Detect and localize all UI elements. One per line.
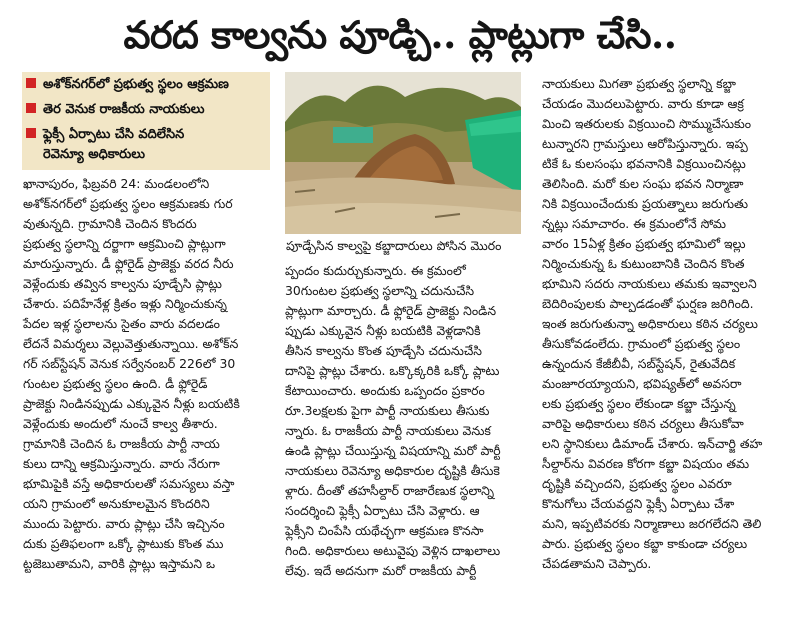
highlight-line [26,100,204,120]
highlight-text: ఫ్లెక్సీ ఏర్పాటు చేసి వదిలేసిన [43,127,185,142]
article-line: మని, ఇప్పటివరకు నిర్మాణాలు జరగలేదని తెలి [542,516,762,531]
article-line: తెలిసింది. మరో కుల సంఘ భవన నిర్మాణా [542,176,744,191]
article-column-1 [23,174,240,574]
article-line: వారం 15ఏళ్ల క్రితం ప్రభుత్వ భూమిలో ఇల్లు [542,236,746,251]
article-line: ఫ్లెక్సీని చింపేసి యథేచ్ఛగా ఆక్రమణ కొనసా [285,523,484,538]
article-line: గింది. అధికారులు అటువైపు వెళ్లిన దాఖలాలు [285,543,501,558]
article-line: నిర్మించుకున్న ఓ కుటుంబానికి చెందిన కొంత [542,256,745,271]
article-line: టికే ఓ కులసంఘ భవనానికి విక్రయించినట్లు [542,156,746,171]
article-line: ళ్లారు. దీంతో తహసీల్దార్ రాజారేణుక స్థలాన్ని [285,483,495,498]
article-line: వెళ్లేందుకు అందులో నుంచే కాల్వ తీశారు. [23,416,218,431]
article-line: ప్పుడు ఎక్కువైన నీళ్లు బయటికి వెళ్లడానికి [285,323,481,338]
article-line: నికి విక్రయించేందుకు ప్రయత్నాలు జరుగుతు [542,196,748,211]
article-line: కొనుగోలు చేయవద్దని ఫ్లెక్సీ ఏర్పాటు చేశా [542,496,735,511]
article-line: బెదిరింపులకు పాల్పడడంతో ఘర్షణ జరిగింది. [542,296,754,311]
article-line: అశోక్‌నగర్‌లో ప్రభుత్వ స్థలం ఆక్రమణకు గుర [23,196,233,211]
bullet-square-icon [26,103,36,113]
article-line: చేయడం మొదలుపెట్టారు. వారు కూడా ఆక్ర [542,96,744,111]
article-line: ఉన్నందున కేజీబీవీ, సబ్‌స్టేషన్, రైతువేదిక [542,356,736,371]
article-line: నాయకులు మిగతా ప్రభుత్వ స్థలాన్ని కబ్జా [542,76,736,91]
article-line: వుతున్నది. గ్రామానికి చెందిన కొందరు [23,216,197,231]
article-line: మించి ఇతరులకు విక్రయించి సొమ్ముచేసుకుం [542,116,752,131]
highlight-text: తెర వెనుక రాజకీయ నాయకులు [43,102,205,117]
article-line: లేవు. ఇదే అదనుగా మరో రాజకీయ పార్టీ [285,563,477,578]
article-line: తీసుకోవడంలేదు. గ్రామంలో ప్రభుత్వ స్థలం [542,336,741,351]
article-line: దుకు ప్రతిఫలంగా ఒక్కో ప్లాటుకు కొంత ము [23,536,224,551]
bullet-square-icon [26,128,36,138]
highlight-line [26,125,184,145]
article-line: వెళ్లేందుకు తవ్విన కాల్వను పూడ్చేసి ప్లాట్లు [23,276,222,291]
news-photo [285,72,521,234]
article-line: లకు ప్రభుత్వ స్థలం లేకుండా కబ్జా చేస్తున్న [542,396,736,411]
article-line: ముందు పెట్టారు. వారు ప్లాట్లు చేసి ఇచ్చినం [23,516,225,531]
bullet-square-icon [26,78,36,88]
article-line: చేపడతామని చెప్పారు. [542,556,652,571]
article-line: 30గుంటల ప్రభుత్వ స్థలాన్ని చదునుచేసి [285,283,475,298]
article-line: మారుస్తున్నారు. డీ ఫ్లోరైడ్ ప్రాజెక్టు వరద నీరు [23,256,234,271]
article-line: టున్నారని గ్రామస్తులు ఆరోపిస్తున్నారు. ఇప్ప [542,136,748,151]
article-line: నాయకులు రెవెన్యూ అధికారుల దృష్టికి తీసుకె [285,463,500,478]
article-line: తీసిన కాల్వను కొంత పూడ్చేసి చదునుచేసి [285,343,483,358]
article-line: ఖానాపురం, ఫిబ్రవరి 24: మండలంలోని [23,176,210,191]
article-column-3 [542,74,762,574]
dirt-mound-photo [285,72,521,234]
article-line: చేశారు. పదిహేనేళ్ల క్రితం ఇళ్లు నిర్మించుకున్న [23,296,227,311]
article-line: యని గ్రామంలో అనుకూలమైన కొందరిని [23,496,210,511]
article-line: దానిపై ప్లాట్లు చేశారు. ఒక్కొక్కరికి ఒక్కో ప్లాటు [285,363,500,378]
photo-caption: పూడ్చేసిన కాల్వపై కబ్జాదారులు పోసిన మొరం [286,238,502,253]
article-line: గుంటల ప్రభుత్వ స్థలం ఉంది. డీ ఫ్లోరైడ్ [23,376,208,391]
highlight-line [26,75,229,95]
article-line: ఇంత జరుగుతున్నా అధికారులు కఠిన చర్యలు [542,316,758,331]
article-line: సీల్దార్‌ను వివరణ కోరగా కబ్జా విషయం తమ [542,456,750,471]
article-line: గ్రామానికి చెందిన ఓ రాజకీయ పార్టీ నాయ [23,436,220,451]
article-line: గర్ సబ్‌స్టేషన్ వెనుక సర్వేనంబర్ 226లో 30 [23,356,236,371]
article-line: దృష్టికి వచ్చిందని, ప్రభుత్వ స్థలం ఎవరూ [542,476,732,491]
article-line: ప్పందం కుదుర్చుకున్నారు. ఈ క్రమంలో [285,263,466,278]
highlight-line [43,145,145,165]
article-line: భూమిపైకి వస్తే అధికారులతో సమస్యలు వస్తా [23,476,235,491]
highlight-text: రెవెన్యూ అధికారులు [43,147,146,162]
article-line: ఉండి ప్లాట్లు చేయిస్తున్న విషయాన్ని మరో పార్టీ [285,443,501,458]
article-line: రూ.3లక్షలకు పైగా పార్టీ నాయకులు తీసుకు [285,403,490,418]
article-line: లేదనే విమర్శలు వెల్లువెత్తుతున్నాయి. అశోక్‌న [23,336,239,351]
article-line: ట్టజెబుతామని, వారికి ప్లాట్లు ఇస్తామని ఒ [23,556,216,571]
article-line: లని స్థానికులు డిమాండ్ చేశారు. ఇన్‌చార్జి తహ [542,436,763,451]
highlight-text: అశోక్‌నగర్‌లో ప్రభుత్వ స్థలం ఆక్రమణ [43,77,229,92]
article-line: భూమిని సదరు నాయకులు తమకు ఇవ్వాలని [542,276,757,291]
article-line: మంజూరయ్యాయని, భవిష్యత్‌లో అవసరా [542,376,742,391]
article-line: వారిపై అధికారులు కఠిన చర్యలు తీసుకోవా [542,416,744,431]
article-line: ప్రాజెక్టు నిండినప్పుడు ఎక్కువైన నీళ్లు బయటికి [23,396,240,411]
article-line: న్నారు. ఓ రాజకీయ పార్టీ నాయకులు వెనుక [285,423,491,438]
article-column-2 [285,261,501,581]
headline: వరద కాల్వను పూడ్చి.. ప్లాట్లుగా చేసి.. [123,12,677,57]
article-line: కులు దాన్ని ఆక్రమిస్తున్నారు. వారు నేరుగా [23,456,220,471]
article-line: ప్లాట్లుగా మార్చారు. డీ ఫ్లోరైడ్ ప్రాజెక్టు నిండిన [285,303,497,318]
article-line: ప్రభుత్వ స్థలాన్ని దర్జాగా ఆక్రమించి ప్లాట్లుగా [23,236,226,251]
article-line: కేటాయించారు. అందుకు ఒప్పందం ప్రకారం [285,383,485,398]
article-line: పేదల ఇళ్ల స్థలాలను సైతం వారు వదలడం [23,316,220,331]
article-line: న్నట్లు సమాచారం. ఈ క్రమంలోనే సోమ [542,216,726,231]
article-line: పారు. ప్రభుత్వ స్థలం కబ్జా కాకుండా చర్యలు [542,536,748,551]
article-line: సందర్శించి ఫ్లెక్సీ ఏర్పాటు చేసి వెళ్లారు. ఆ [285,503,480,518]
